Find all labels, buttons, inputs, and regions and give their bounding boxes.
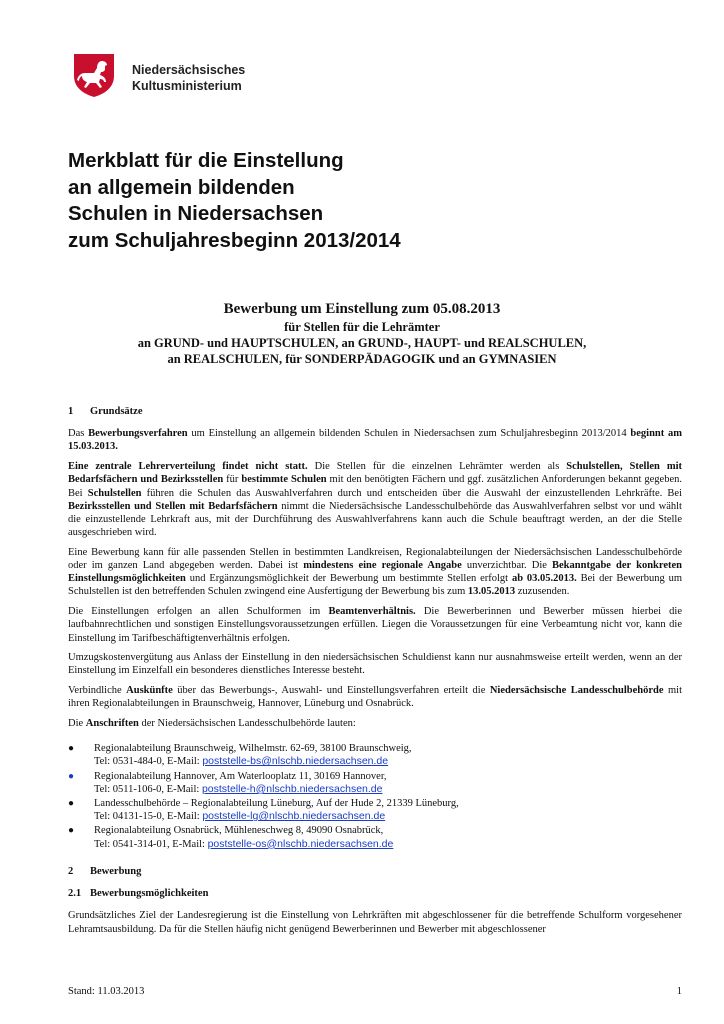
email-link[interactable]: poststelle-lg@nlschb.niedersachsen.de (202, 810, 386, 823)
page-footer (68, 986, 682, 997)
list-item: ● Regionalabteilung Braunschweig, Wilhelmstr. 62-69, 38100 Braunschweig, Tel: 0531-484-0, E-Mail: poststelle-bs@nlschb.niedersachsen.de (68, 743, 412, 768)
ministry-name (132, 62, 245, 94)
paragraph: Die Einstellungen erfolgen an allen Schulformen im Beamtenverhältnis. Die Bewerberinnen und Bewerber müssen hierbei die laufbahnrechtlichen und sonstigen Einstellungsvoraussetzungen erfüllen. Liegen die Voraussetzungen für eine Verbeamtung nicht vor, kann die Einstellung im Tarifbeschäftigtenverhältnis erfolgen. (68, 606, 682, 644)
paragraph: Grundsätzliches Ziel der Landesregierung ist die Einstellung von Lehrkräften mit abgeschlossener für die betreffende Schulform vorgesehener Lehramtsausbildung. Da für die Stellen häufig nicht genügend Bewerberinnen und Bewerber mit abgeschlossener (68, 910, 682, 935)
paragraph: Umzugskostenvergütung aus Anlass der Einstellung in den niedersächsischen Schuldienst kann nur ausnahmsweise erteilt werden, wenn an der Einstellung im Einzelfall ein besonderes dienstliches Interesse besteht. (68, 652, 682, 677)
subheading-line: an GRUND- und HAUPTSCHULEN, an GRUND-, HAUPT- und REALSCHULEN, (137, 336, 587, 350)
coat-of-arms-logo (72, 52, 116, 98)
footer-date: Stand: 11.03.2013 (68, 986, 145, 997)
title-line: an allgemein bildenden (68, 175, 295, 199)
subsection-heading (68, 887, 682, 900)
subsection-number: 2.1 (68, 888, 82, 900)
bullet-icon: ● (68, 798, 75, 810)
section-title: Bewerbung (90, 865, 142, 877)
title-line: zum Schuljahresbeginn 2013/2014 (68, 228, 401, 252)
list-item: ● Landesschulbehörde – Regionalabteilung Lüneburg, Auf der Hude 2, 21339 Lüneburg, Tel: 04131-15-0, E-Mail: poststelle-lg@nlschb.niedersachsen.de (68, 798, 459, 823)
document-title (68, 148, 401, 254)
subsection-title: Bewerbungsmöglichkeiten (90, 888, 209, 900)
subheading-main: Bewerbung um Einstellung zum 05.08.2013 (223, 301, 501, 317)
ministry-name-line1: Niedersächsisches (132, 63, 246, 77)
title-line: Schulen in Niedersachsen (68, 202, 324, 225)
title-line: Merkblatt für die Einstellung (68, 149, 344, 172)
email-link[interactable]: poststelle-bs@nlschb.niedersachsen.de (202, 755, 389, 768)
address-list (68, 742, 682, 851)
section-heading (68, 405, 682, 418)
paragraph: Eine zentrale Lehrerverteilung findet nicht statt. Die Stellen für die einzelnen Lehrämter werden als Schulstellen, Stellen mit Bedarfsfächern und Bezirksstellen für bestimmte Schulen mit den benötigten Fächern und ggf. zusätzlichen Anforderungen bekannt gegeben. Bei Schulstellen führen die Schulen das Auswahlverfahren durch und entscheiden über die Auswahl der einzustellenden Lehrkräfte. Bei Bezirksstellen und Stellen mit Bedarfsfächern nimmt die Niedersächsische Landesschulbehörde das Auswahlverfahren selbst vor und wählt die einzustellende Lehrkraft aus, mit der Durchführung des Auswahlverfahrens kann auch die Schule beauftragt werden, an der die Stelle ausgeschrieben wird. (68, 461, 683, 539)
list-item: ● Regionalabteilung Osnabrück, Mühleneschweg 8, 49090 Osnabrück, Tel: 0541-314-01, E-Mail: poststelle-os@nlschb.niedersachsen.de (68, 825, 394, 850)
paragraph: Die Anschriften der Niedersächsischen Landesschulbehörde lauten: (68, 718, 356, 730)
section-title: Grundsätze (90, 406, 143, 417)
email-link[interactable]: poststelle-os@nlschb.niedersachsen.de (207, 837, 394, 850)
bullet-icon: ● (68, 770, 75, 782)
document-body (68, 405, 682, 942)
bullet-icon: ● (68, 743, 75, 755)
paragraph: Eine Bewerbung kann für alle passenden Stellen in bestimmten Landkreisen, Regionalabteilungen der Niedersächsischen Landesschulbehörde oder im ganzen Land abgegeben werden. Dabei ist mindestens eine regionale Angabe unverzichtbar. Die Bekanntgabe der konkreten Einstellungsmöglichkeiten und Ergänzungsmöglichkeit der Bewerbung um bestimmte Stellen erfolgt ab 03.05.2013. Bei der Bewerbung um Schulstellen ist den betreffenden Schulen zwingend eine Ausfertigung der Bewerbung bis zum 13.05.2013 zuzusenden. (68, 546, 683, 598)
list-item: ● Regionalabteilung Hannover, Am Waterlooplatz 11, 30169 Hannover, Tel: 0511-106-0, E-Mail: poststelle-h@nlschb.niedersachsen.de (68, 770, 387, 795)
subheading-line: für Stellen für die Lehrämter (284, 320, 440, 334)
ministry-name-line2: Kultusministerium (132, 79, 242, 93)
page-number: 1 (676, 986, 682, 997)
section-number: 2 (68, 865, 74, 877)
paragraph: Das Bewerbungsverfahren um Einstellung an allgemein bildenden Schulen in Niedersachsen zum Schuljahresbeginn 2013/2014 beginnt am 15.03.2013. (68, 428, 682, 453)
bullet-icon: ● (68, 825, 75, 837)
email-link[interactable]: poststelle-h@nlschb.niedersachsen.de (201, 782, 383, 795)
section-heading (68, 865, 682, 878)
subheading (60, 300, 664, 367)
section-number: 1 (68, 406, 74, 417)
subheading-line: an REALSCHULEN, für SONDERPÄDAGOGIK und an GYMNASIEN (167, 352, 557, 366)
paragraph: Verbindliche Auskünfte über das Bewerbungs-, Auswahl- und Einstellungsverfahren erteilt die Niedersächsische Landesschulbehörde mit ihren Regionalabteilungen in Braunschweig, Hannover, Lüneburg und Osnabrück. (68, 685, 682, 710)
